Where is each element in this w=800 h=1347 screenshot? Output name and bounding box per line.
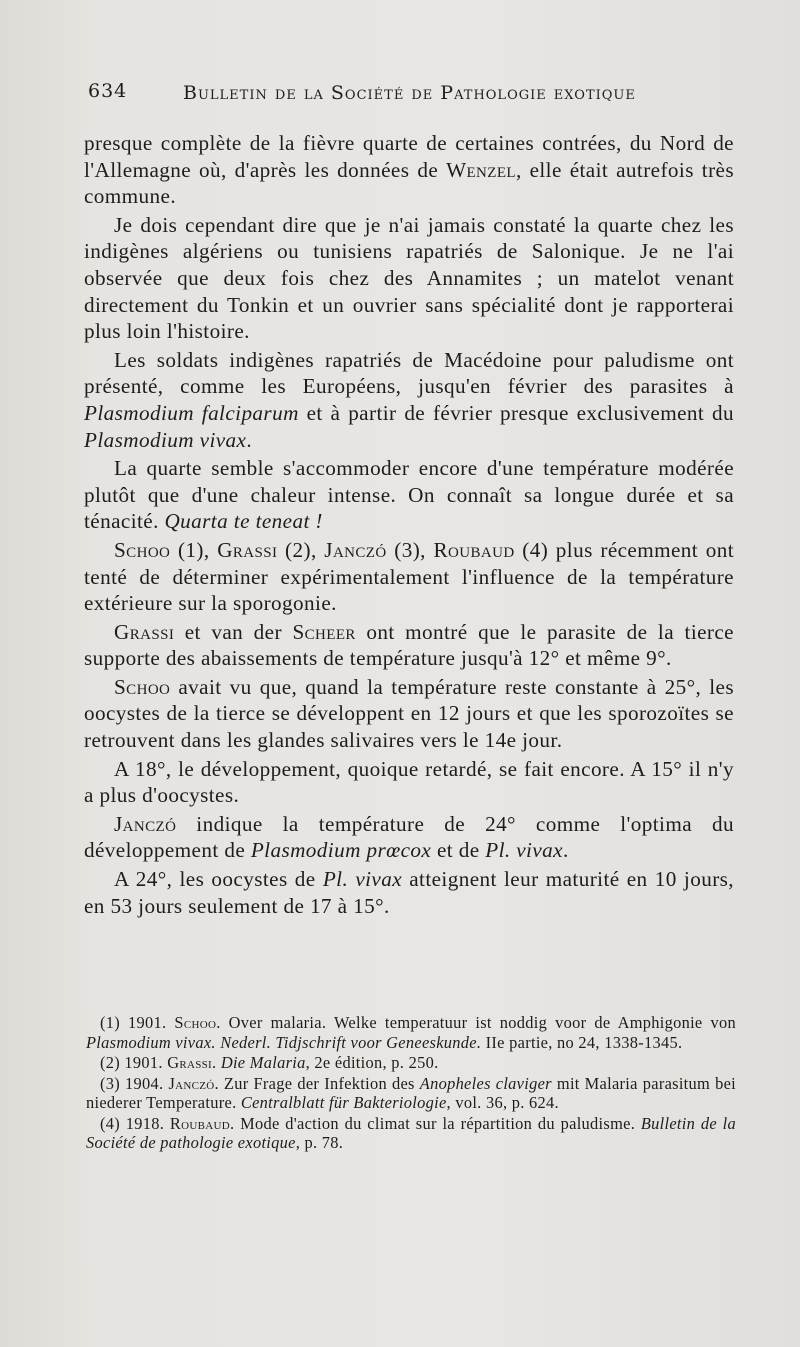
paragraph	[84, 756, 734, 809]
footnote	[86, 1074, 736, 1113]
text-span: (4) 1918.	[100, 1113, 170, 1133]
footnote	[86, 1114, 736, 1153]
text-span: , p. 78.	[295, 1133, 344, 1152]
text-span: .	[246, 427, 253, 452]
italic-text: Plasmodium vivax. Nederl. Tidjschrift voor Geneeskunde.	[86, 1032, 482, 1052]
text-span: avait vu que, quand la température reste constante à 25°, les oocystes de la tierce se développent en 12 jours et que les sporozoïtes se retrouvent dans les glandes salivaires vers le 14e jour.	[84, 674, 734, 753]
text-span: .	[212, 1053, 221, 1072]
paragraph	[84, 674, 734, 754]
author-name: Grassi	[217, 537, 278, 562]
italic-text: Plasmodium vivax	[84, 427, 247, 452]
text-span: (4) plus récemment ont tenté de déterminer expérimentalement l'influence de la température extérieure sur la sporogonie.	[84, 537, 734, 616]
text-span: Les soldats indigènes rapatriés de Macédoine pour paludisme ont présenté, comme les Européens, jusqu'en février des parasites à	[84, 347, 734, 399]
italic-text: Plasmodium prœcox	[250, 838, 432, 863]
italic-text: Quarta te teneat !	[164, 509, 323, 534]
paragraph	[84, 866, 734, 919]
text-span: La quarte semble s'accommoder encore d'une température modérée plutôt que d'une chaleur intense. On connaît sa longue durée et sa ténacité.	[84, 456, 734, 534]
author-name: Roubaud	[169, 1113, 230, 1133]
text-span: , 2e édition, p. 250.	[305, 1053, 439, 1072]
journal-title: Bulletin de la Société de Pathologie exotique	[183, 82, 636, 104]
text-span: (3) 1904.	[100, 1073, 169, 1093]
text-span: mit Malaria parasitum bei niederer Temperature.	[86, 1073, 737, 1112]
italic-text: Anopheles claviger	[419, 1073, 552, 1093]
footnote	[86, 1013, 736, 1052]
text-span: et van der	[174, 619, 293, 644]
footnotes	[86, 1013, 736, 1154]
italic-text: Bulletin de la Société de pathologie exotique	[86, 1113, 736, 1152]
text-span: ont montré que le parasite de la tierce supporte des abaissements de température jusqu'à 12° et même 9°.	[84, 619, 734, 671]
author-name: Schoo	[174, 1013, 217, 1032]
text-span: , vol. 36, p. 624.	[446, 1093, 559, 1112]
paragraph	[84, 811, 734, 864]
text-span: . Zur Frage der Infektion des	[214, 1073, 420, 1093]
footnote	[86, 1053, 736, 1073]
italic-text: Plasmodium falciparum	[84, 400, 299, 425]
author-name: Grassi	[167, 1053, 213, 1072]
author-name: Roubaud	[433, 537, 515, 562]
paragraph	[84, 212, 734, 345]
text-span: indique la température de 24° comme l'optima du développement de	[84, 811, 734, 863]
author-name: Janczó	[168, 1073, 215, 1093]
text-span: et à partir de février presque exclusivement du	[298, 400, 734, 425]
paragraph	[84, 455, 734, 535]
text-span: .	[562, 838, 569, 863]
italic-text: Centralblatt für Bakteriologie	[240, 1093, 447, 1112]
author-name: Schoo	[114, 674, 171, 699]
author-name: Scheer	[292, 619, 356, 644]
paragraph	[84, 619, 734, 672]
text-span: (2),	[277, 537, 325, 562]
text-span: IIe partie, no 24, 1338-1345.	[481, 1032, 683, 1052]
text-span: , elle était autrefois très commune.	[84, 157, 734, 209]
author-name: Schoo	[114, 537, 171, 562]
text-span: presque complète de la fièvre quarte de certaines contrées, du Nord de l'Allemagne où, d'après les données de	[84, 131, 734, 182]
italic-text: Pl. vivax	[322, 867, 403, 892]
italic-text: Pl. vivax	[485, 838, 563, 863]
text-span: (3),	[386, 537, 434, 562]
text-span: (1),	[170, 537, 218, 562]
text-span: atteignent leur maturité en 10 jours, en 53 jours seulement de 17 à 15°.	[84, 867, 735, 918]
paragraph	[84, 130, 734, 210]
text-span: . Over malaria. Welke temperatuur ist noddig voor de Amphigonie von	[216, 1013, 737, 1032]
text-span: Je dois cependant dire que je n'ai jamais constaté la quarte chez les indigènes algériens ou tunisiens rapatriés de Salonique. Je ne l'ai observée que deux fois chez des Annamites ; un matelot venant directement du Tonkin et un ouvrier sans spécialité dont je rapporterai plus loin l'histoire.	[84, 212, 734, 344]
text-span: . Mode d'action du climat sur la répartition du paludisme.	[229, 1113, 641, 1133]
author-name: Grassi	[114, 619, 175, 644]
paragraph	[84, 347, 734, 453]
text-span: et de	[431, 838, 486, 863]
author-name: Janczó	[324, 537, 387, 562]
text-span: (2) 1901.	[100, 1053, 168, 1072]
italic-text: Die Malaria	[220, 1053, 306, 1072]
text-span: (1) 1901.	[100, 1013, 175, 1032]
body-text	[84, 130, 734, 921]
paragraph	[84, 537, 734, 617]
author-name: Wenzel	[446, 157, 516, 182]
text-span: A 24°, les oocystes de	[114, 867, 323, 892]
text-span: A 18°, le développement, quoique retardé, se fait encore. A 15° il n'y a plus d'oocystes.	[84, 756, 734, 808]
author-name: Janczó	[114, 811, 177, 836]
page-number: 634	[88, 80, 128, 102]
